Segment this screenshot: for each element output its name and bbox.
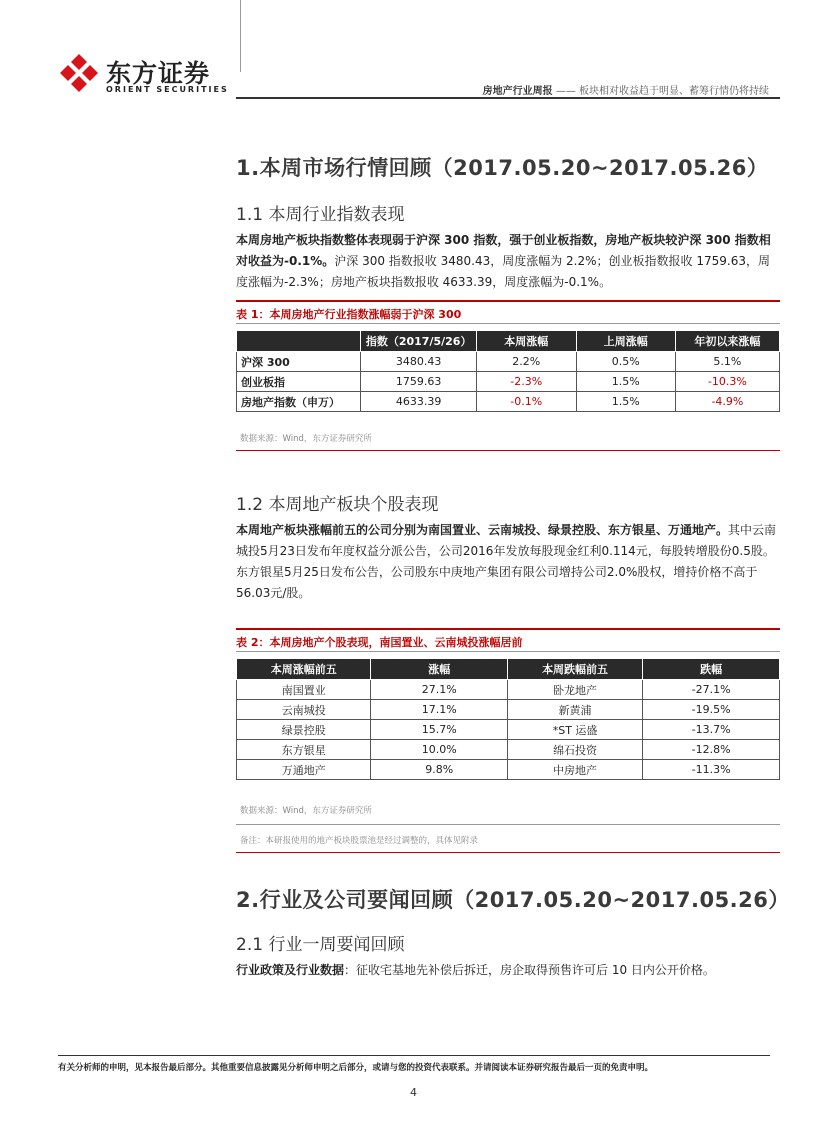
- footer-disclaimer: 有关分析师的申明，见本报告最后部分。其他重要信息披露见分析师申明之后部分，或请与您的投资代表联系。并请阅读本证券研究报告最后一页的免责申明。: [58, 1063, 654, 1073]
- paragraph-body: 其中云南城投5月23日发布年度权益分派公告，公司2016年发放每股现金红利0.114元，每股转增股份0.5股。东方银星5月25日发布公告，公司股东中庚地产集团有限公司增持公司2.0%股权，增持价格不高于56.03元/股。: [236, 523, 777, 600]
- gain-value: 15.7%: [371, 720, 508, 740]
- header-rule: [236, 97, 780, 99]
- report-header-title: [483, 82, 769, 97]
- table-row: [237, 700, 780, 720]
- section-1-2-paragraph: [236, 520, 780, 604]
- header-divider-vertical: [240, 0, 241, 72]
- gain-value: 9.8%: [371, 760, 508, 780]
- table-header-cell: 本周跌幅前五: [507, 659, 642, 680]
- top-gainer-name: 东方银星: [237, 740, 371, 760]
- table-1-source: 数据来源：Wind，东方证券研究所: [240, 434, 372, 444]
- top-gainer-name: 绿景控股: [237, 720, 371, 740]
- page-number: 4: [410, 1086, 417, 1099]
- paragraph-bold-lead: 本周地产板块涨幅前五的公司分别为南国置业、云南城投、绿景控股、东方银星、万通地产。: [236, 523, 729, 537]
- logo-text-cn: 东方证券: [106, 59, 211, 88]
- top-loser-name: 中房地产: [507, 760, 642, 780]
- index-value: 3480.43: [361, 352, 476, 372]
- table-header-cell: 涨幅: [371, 659, 508, 680]
- top-loser-name: 新黄浦: [507, 700, 642, 720]
- report-type: 房地产行业周报: [482, 86, 553, 97]
- paragraph-bold-lead: 本周房地产板块指数整体表现弱于沪深 300 指数，强于创业板指数，房地产板块较沪深 300 指数相对收益为-0.1%。: [236, 233, 771, 268]
- table-row: [237, 760, 780, 780]
- orient-logo-icon: [58, 52, 100, 94]
- table-row: [237, 372, 780, 392]
- section-2-1-title: 2.1 行业一周要闻回顾: [236, 935, 405, 955]
- table-2-mid-rule: [236, 824, 780, 825]
- table-2-source: 数据来源：Wind，东方证券研究所: [240, 806, 372, 816]
- loss-value: -13.7%: [643, 720, 780, 740]
- paragraph-body: ：征收宅基地先补偿后拆迁，房企取得预售许可后 10 日内公开价格。: [344, 963, 715, 977]
- table-1-bottom-rule: [236, 450, 780, 451]
- logo-text-en: ORIENT SECURITIES: [106, 85, 229, 94]
- top-gainer-name: 云南城投: [237, 700, 371, 720]
- section-2-title: 2.行业及公司要闻回顾（2017.05.20~2017.05.26）: [236, 888, 790, 912]
- report-subtitle: 板块相对收益趋于明显、蓄筹行情仍将持续: [579, 86, 769, 97]
- index-value: 4633.39: [361, 392, 476, 412]
- table-2-note: 备注：本研报使用的地产板块股票池是经过调整的，具体见附录: [240, 836, 479, 846]
- table-header-cell: [237, 331, 361, 352]
- company-logo: [58, 52, 228, 102]
- top-loser-name: 卧龙地产: [507, 680, 642, 700]
- gain-value: 10.0%: [371, 740, 508, 760]
- row-label: 沪深 300: [237, 352, 361, 372]
- table-row: [237, 720, 780, 740]
- footer-rule: [58, 1055, 770, 1056]
- loss-value: -12.8%: [643, 740, 780, 760]
- table-2-stock-performance: [236, 658, 780, 780]
- table-1-index-performance: [236, 330, 780, 412]
- table-header-row: [237, 659, 780, 680]
- top-loser-name: 绵石投资: [507, 740, 642, 760]
- table-row: [237, 392, 780, 412]
- ytd-change: -4.9%: [675, 392, 779, 412]
- table-header-cell: 本周涨幅: [476, 331, 576, 352]
- table-header-row: [237, 331, 780, 352]
- table-row: [237, 740, 780, 760]
- table-header-cell: 上周涨幅: [576, 331, 675, 352]
- table-1-top-rule: [236, 323, 780, 324]
- table-header-cell: 年初以来涨幅: [675, 331, 779, 352]
- table-1-caption: 表 1：本周房地产行业指数涨幅弱于沪深 300: [236, 300, 780, 322]
- index-value: 1759.63: [361, 372, 476, 392]
- section-2-1-paragraph: [236, 960, 780, 981]
- table-header-cell: 指数（2017/5/26）: [361, 331, 476, 352]
- ytd-change: -10.3%: [675, 372, 779, 392]
- table-row: [237, 352, 780, 372]
- table-2-caption: 表 2：本周房地产个股表现，南国置业、云南城投涨幅居前: [236, 628, 780, 650]
- section-1-1-title: 1.1 本周行业指数表现: [236, 205, 405, 225]
- top-gainer-name: 万通地产: [237, 760, 371, 780]
- gain-value: 27.1%: [371, 680, 508, 700]
- header-separator: ——: [555, 86, 576, 97]
- section-1-2-title: 1.2 本周地产板块个股表现: [236, 495, 439, 515]
- last-week-change: 1.5%: [576, 372, 675, 392]
- paragraph-body: 沪深 300 指数报收 3480.43，周度涨幅为 2.2%；创业板指数报收 1759.63，周度涨幅为-2.3%；房地产板块指数报收 4633.39，周度涨幅为-0.1%。: [236, 254, 770, 289]
- table-row: [237, 680, 780, 700]
- gain-value: 17.1%: [371, 700, 508, 720]
- ytd-change: 5.1%: [675, 352, 779, 372]
- section-1-title: 1.本周市场行情回顾（2017.05.20~2017.05.26）: [236, 156, 769, 180]
- row-label: 创业板指: [237, 372, 361, 392]
- loss-value: -27.1%: [643, 680, 780, 700]
- table-2-top-rule: [236, 651, 780, 652]
- loss-value: -19.5%: [643, 700, 780, 720]
- table-header-cell: 跌幅: [643, 659, 780, 680]
- loss-value: -11.3%: [643, 760, 780, 780]
- top-loser-name: *ST 运盛: [507, 720, 642, 740]
- top-gainer-name: 南国置业: [237, 680, 371, 700]
- week-change: -0.1%: [476, 392, 576, 412]
- last-week-change: 1.5%: [576, 392, 675, 412]
- week-change: -2.3%: [476, 372, 576, 392]
- section-1-1-paragraph: [236, 230, 780, 293]
- table-header-cell: 本周涨幅前五: [237, 659, 371, 680]
- row-label: 房地产指数（申万）: [237, 392, 361, 412]
- week-change: 2.2%: [476, 352, 576, 372]
- last-week-change: 0.5%: [576, 352, 675, 372]
- table-2-bottom-rule: [236, 852, 780, 853]
- paragraph-bold-lead: 行业政策及行业数据: [236, 963, 345, 977]
